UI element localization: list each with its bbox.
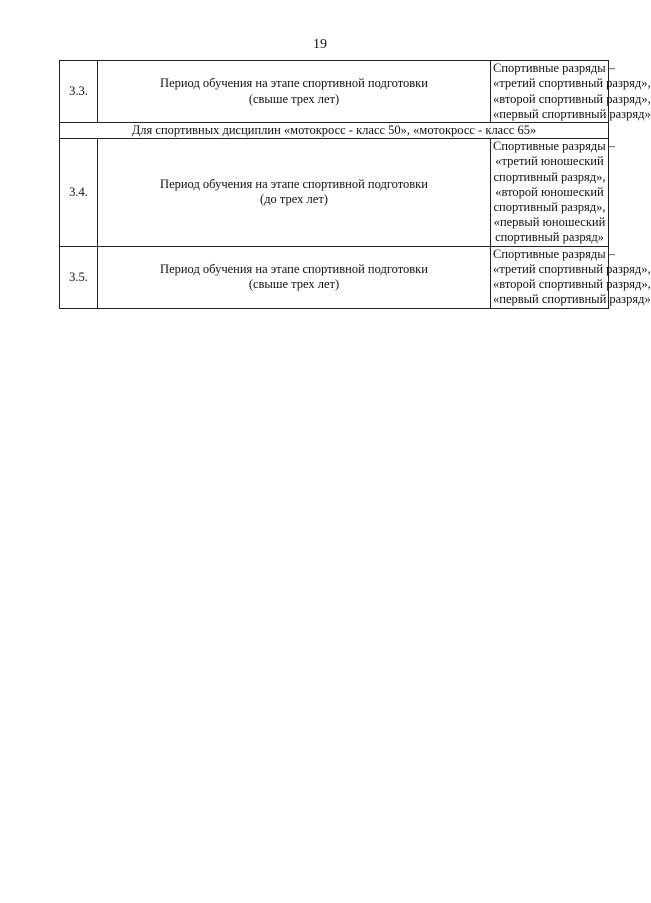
period-cell: [98, 139, 491, 246]
ranks-cell: [491, 139, 616, 246]
section-row: [60, 123, 609, 139]
rank-item: «первый спортивный разряд»: [493, 106, 651, 121]
period-text: Период обучения на этапе спортивной подготовки: [160, 261, 428, 276]
table-row: [60, 139, 609, 246]
rank-item: «второй спортивный разряд»,: [493, 91, 651, 106]
rank-item: «первый спортивный разряд»: [493, 292, 651, 307]
sport-ranks-table: [59, 60, 651, 309]
rank-item: «третий спортивный разряд»,: [493, 76, 651, 91]
ranks-cell: [491, 246, 651, 308]
rank-item: «второй спортивный разряд»,: [493, 277, 651, 292]
ranks-heading: Спортивные разряды –: [493, 246, 616, 261]
row-number: 3.5.: [60, 246, 98, 308]
rank-item: спортивный разряд»: [495, 230, 604, 245]
rank-item: спортивный разряд»,: [493, 200, 606, 215]
row-number: 3.4.: [60, 139, 98, 246]
table-row: [60, 61, 609, 123]
period-text: Период обучения на этапе спортивной подготовки: [160, 177, 428, 192]
page-number: 19: [313, 37, 327, 52]
ranks-heading: Спортивные разряды –: [493, 61, 616, 76]
period-text: Период обучения на этапе спортивной подготовки: [160, 76, 428, 91]
row-number: 3.3.: [60, 61, 98, 123]
rank-item: «второй юношеский: [495, 184, 604, 199]
rank-item: «третий спортивный разряд»,: [493, 261, 651, 276]
ranks-cell: [491, 61, 651, 123]
period-cell: [98, 61, 491, 123]
ranks-heading: Спортивные разряды –: [493, 139, 616, 154]
rank-item: «первый юношеский: [493, 215, 606, 230]
period-duration: (до трех лет): [260, 192, 328, 207]
rank-item: спортивный разряд»,: [493, 169, 606, 184]
rank-item: «третий юношеский: [495, 154, 604, 169]
table-row: [60, 246, 609, 308]
period-cell: [98, 246, 491, 308]
section-heading: Для спортивных дисциплин «мотокросс - класс 50», «мотокросс - класс 65»: [60, 123, 609, 139]
period-duration: (свыше трех лет): [248, 277, 340, 292]
period-duration: (свыше трех лет): [248, 91, 340, 106]
